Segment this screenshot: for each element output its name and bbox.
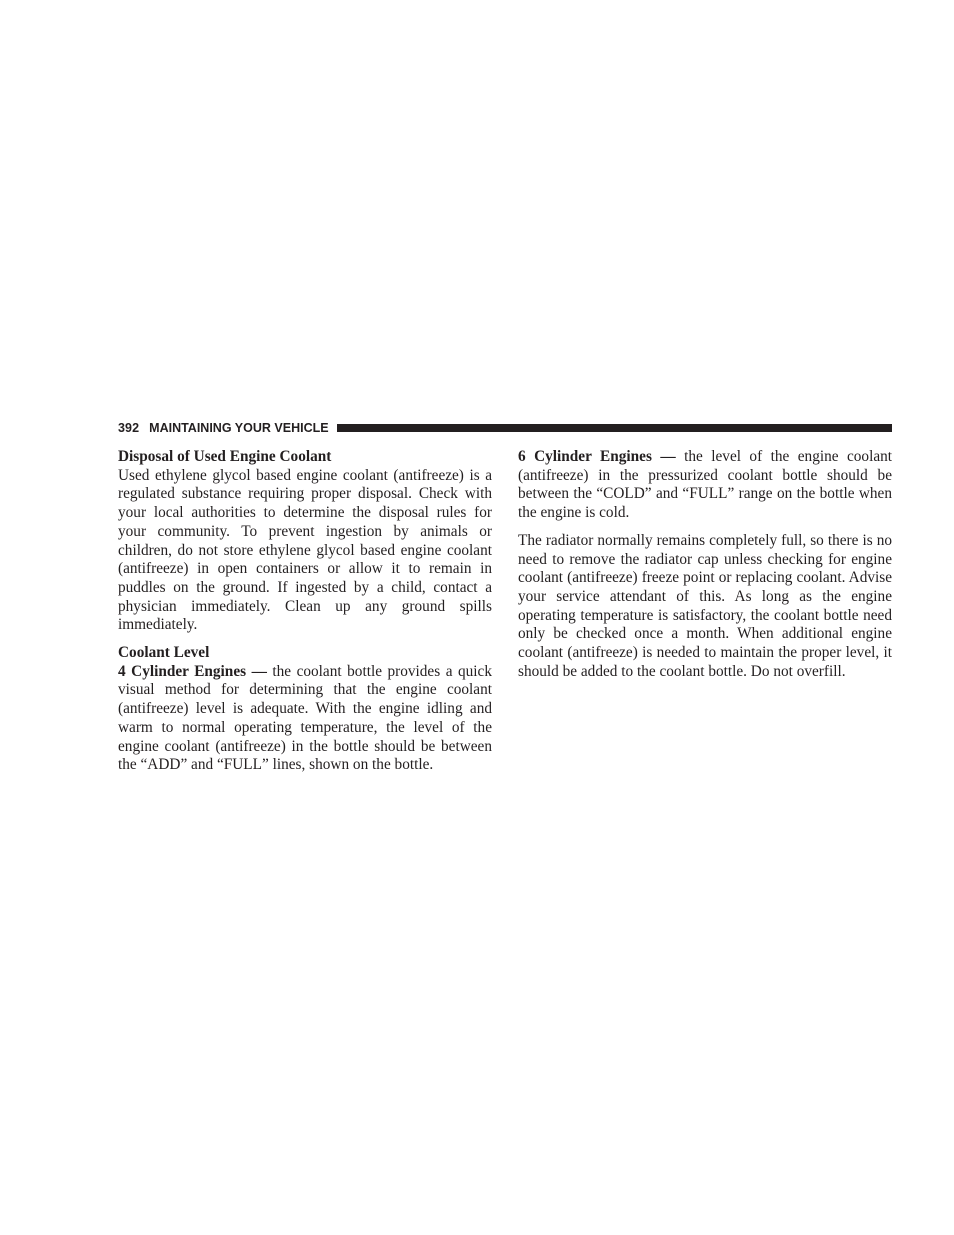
page-number: 392 [118, 420, 140, 435]
header-rule [337, 424, 892, 432]
disposal-heading: Disposal of Used Engine Coolant [118, 448, 332, 465]
six-cylinder-paragraph [518, 448, 892, 523]
four-cylinder-paragraph [118, 663, 492, 775]
four-cylinder-lead: 4 Cylinder Engines — [118, 662, 267, 680]
section-title: MAINTAINING YOUR VEHICLE [149, 420, 329, 435]
coolant-level-heading: Coolant Level [118, 644, 210, 662]
left-column [118, 448, 492, 775]
page-header [118, 419, 892, 436]
radiator-paragraph: The radiator normally remains completely full, so there is no need to remove the radiator cap unless checking for engine coolant (antifreeze) freeze point or replacing coolant. Advise your service attendant of this. As long as the engine operating temperature is satisfactory, the coolant bottle need only be checked once a month. When additional engine coolant (antifreeze) is needed to maintain the proper level, it should be added to the coolant bottle. Do not overfill. [518, 531, 892, 680]
six-cylinder-lead: 6 Cylinder Engines — [518, 448, 676, 465]
right-column [518, 448, 892, 681]
four-cylinder-text: the coolant bottle provides a quick visual method for determining that the engine coolant (antifreeze) level is adequate. With the engine idling and warm to normal operating temperature, the level of the engine coolant (antifreeze) in the bottle should be between the “ADD” and “FULL” lines, shown on the bottle. [118, 662, 492, 774]
disposal-paragraph: Used ethylene glycol based engine coolant (antifreeze) is a regulated substance requiring proper disposal. Check with your local authorities to determine the disposal rules for your community. To prevent ingestion by animals or children, do not store ethylene glycol based engine coolant (antifreeze) in open containers or allow it to remain in puddles on the ground. If ingested by a child, contact a physician immediately. Clean up any ground spills immediately. [118, 466, 492, 634]
six-cylinder-text: the level of the engine coolant (antifreeze) in the pressurized coolant bottle should be between the “COLD” and “FULL” range on the bottle when the engine is cold. [518, 448, 893, 522]
